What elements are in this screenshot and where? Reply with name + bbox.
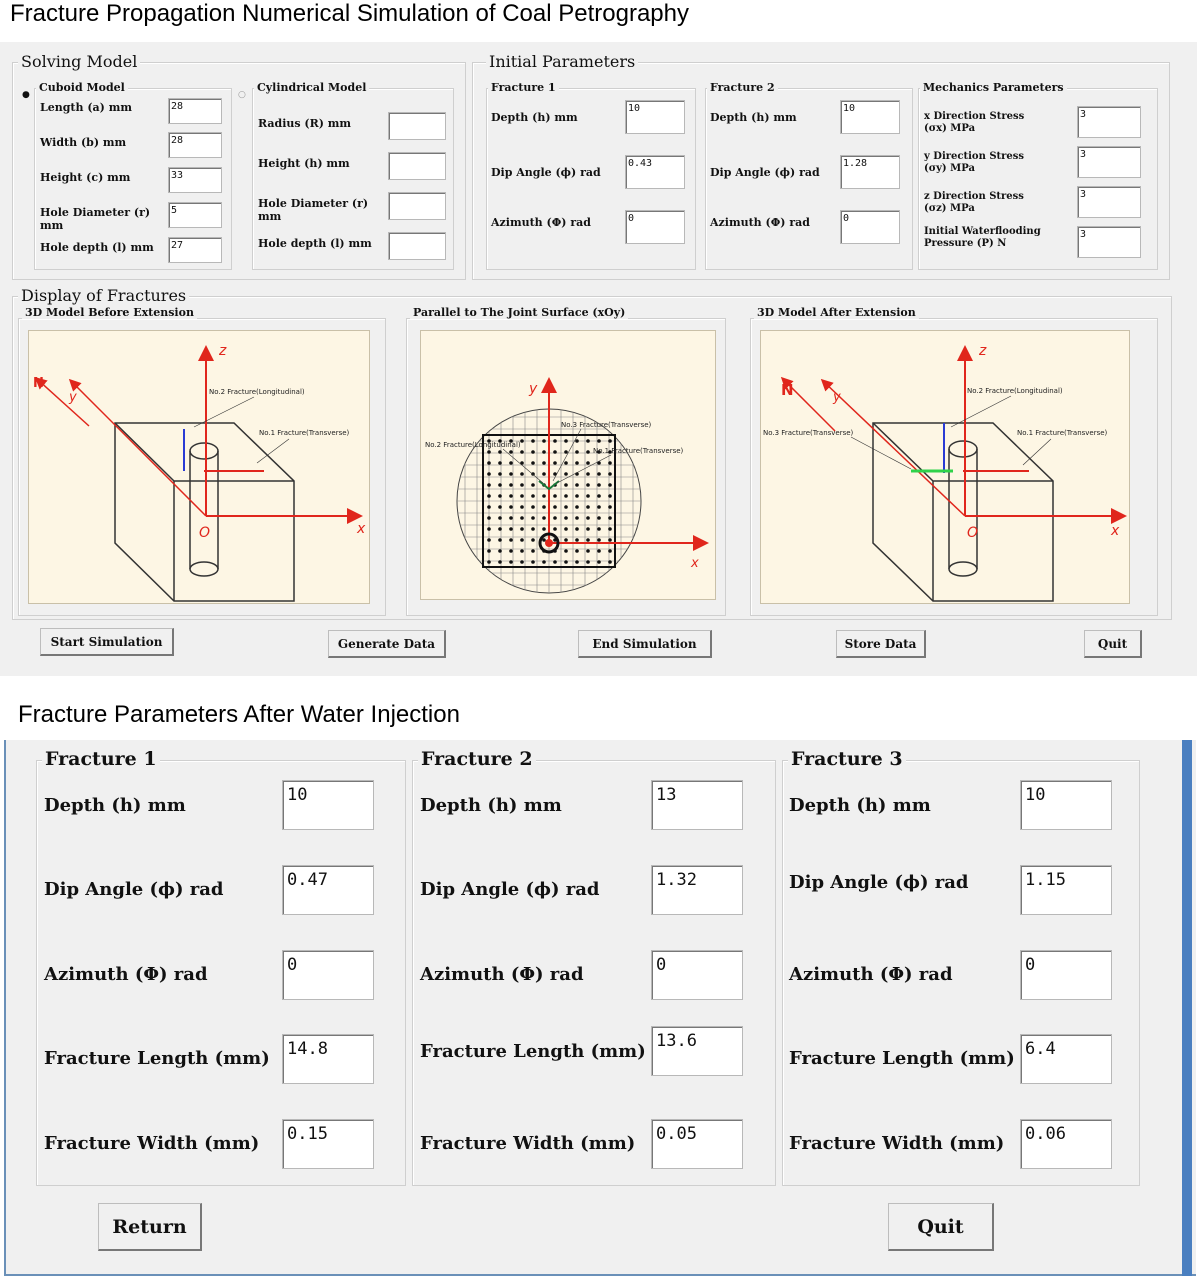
after-f1-width-input[interactable]: 0.15 bbox=[282, 1119, 374, 1169]
after-f3-width-input[interactable]: 0.06 bbox=[1020, 1119, 1112, 1169]
cyl-hole-depth-input[interactable] bbox=[388, 232, 446, 260]
grid-dot bbox=[509, 516, 513, 520]
grid-dot bbox=[542, 560, 546, 564]
grid-dot bbox=[553, 527, 557, 531]
after-f3-width-label: Fracture Width (mm) bbox=[789, 1133, 1005, 1154]
after-injection-window bbox=[4, 740, 1196, 1276]
after-f2-azimuth-input[interactable]: 0 bbox=[651, 950, 743, 1000]
grid-dot bbox=[498, 527, 502, 531]
grid-dot bbox=[531, 505, 535, 509]
grid-dot bbox=[586, 560, 590, 564]
cyl-radius-label: Radius (R) mm bbox=[258, 117, 352, 130]
note-no2-joint: No.2 Fracture(Longitudinal) bbox=[425, 441, 521, 449]
grid-dot bbox=[487, 461, 491, 465]
grid-dot bbox=[586, 538, 590, 542]
grid-dot bbox=[487, 483, 491, 487]
grid-dot bbox=[487, 538, 491, 542]
grid-dot bbox=[520, 560, 524, 564]
grid-dot bbox=[575, 450, 579, 454]
after-f1-azimuth-label: Azimuth (Φ) rad bbox=[44, 964, 208, 985]
grid-dot bbox=[608, 472, 612, 476]
after-f2-depth-label: Depth (h) mm bbox=[420, 795, 562, 816]
mech-y-input[interactable]: 3 bbox=[1077, 146, 1141, 178]
mech-z-input[interactable]: 3 bbox=[1077, 186, 1141, 218]
grid-dot bbox=[498, 461, 502, 465]
after-f3-dip-input[interactable]: 1.15 bbox=[1020, 865, 1112, 915]
grid-dot bbox=[564, 505, 568, 509]
grid-dot bbox=[586, 450, 590, 454]
init-f2-dip-input[interactable]: 1.28 bbox=[840, 155, 900, 189]
axis-n-before bbox=[37, 379, 89, 426]
grid-dot bbox=[564, 439, 568, 443]
grid-dot bbox=[498, 516, 502, 520]
model-after-canvas bbox=[760, 330, 1130, 604]
start-simulation-button[interactable]: Start Simulation bbox=[40, 628, 174, 656]
label-y-before: y bbox=[69, 390, 77, 405]
cuboid-legend: Cuboid Model bbox=[36, 81, 128, 94]
note-no3-leader-after bbox=[851, 437, 911, 469]
grid-dot bbox=[542, 472, 546, 476]
label-n-before: N bbox=[33, 376, 44, 391]
cuboid-width-input[interactable]: 28 bbox=[168, 132, 222, 158]
grid-dot bbox=[509, 483, 513, 487]
grid-dot bbox=[608, 549, 612, 553]
grid-dot bbox=[608, 461, 612, 465]
grid-dot bbox=[608, 494, 612, 498]
grid-dot bbox=[608, 483, 612, 487]
note-no1-leader-before bbox=[257, 439, 289, 463]
grid-dot bbox=[597, 516, 601, 520]
after-f1-length-label: Fracture Length (mm) bbox=[44, 1048, 270, 1069]
cube-after bbox=[873, 423, 1053, 601]
model-before-drawing bbox=[29, 331, 370, 604]
label-x-after: x bbox=[1111, 523, 1120, 539]
label-z-before: z bbox=[219, 343, 227, 359]
cuboid-height-input[interactable]: 33 bbox=[168, 167, 222, 193]
grid-dot bbox=[542, 439, 546, 443]
grid-dot bbox=[575, 505, 579, 509]
cuboid-hole-diameter-input[interactable]: 5 bbox=[168, 202, 222, 228]
after-f3-azimuth-input[interactable]: 0 bbox=[1020, 950, 1112, 1000]
generate-data-button[interactable]: Generate Data bbox=[328, 630, 446, 658]
grid-dot bbox=[608, 560, 612, 564]
grid-dot bbox=[531, 483, 535, 487]
grid-dot bbox=[487, 527, 491, 531]
grid-dot bbox=[608, 439, 612, 443]
grid-dot bbox=[542, 516, 546, 520]
cyl-radius-input[interactable] bbox=[388, 112, 446, 140]
cyl-hole-depth-label: Hole depth (l) mm bbox=[258, 237, 372, 250]
grid-dot bbox=[597, 494, 601, 498]
grid-dot bbox=[575, 527, 579, 531]
after-f2-dip-label: Dip Angle (ϕ) rad bbox=[420, 879, 600, 900]
cuboid-hole-depth-label: Hole depth (l) mm bbox=[40, 241, 154, 254]
solving-model-title: Solving Model bbox=[18, 52, 140, 71]
grid-dot bbox=[586, 549, 590, 553]
grid-dot bbox=[520, 527, 524, 531]
grid-dot bbox=[608, 505, 612, 509]
after-f1-depth-input[interactable]: 10 bbox=[282, 780, 374, 830]
grid-dot bbox=[586, 494, 590, 498]
after-f3-depth-input[interactable]: 10 bbox=[1020, 780, 1112, 830]
grid-dot bbox=[520, 505, 524, 509]
grid-dot bbox=[487, 450, 491, 454]
note-no1-after: No.1 Fracture(Transverse) bbox=[1017, 429, 1108, 437]
after-f1-width-label: Fracture Width (mm) bbox=[44, 1133, 260, 1154]
init-f1-azimuth-input[interactable]: 0 bbox=[625, 210, 685, 244]
after-f2-width-input[interactable]: 0.05 bbox=[651, 1119, 743, 1169]
grid-dot bbox=[487, 549, 491, 553]
grid-dot bbox=[575, 538, 579, 542]
grid-dot bbox=[531, 538, 535, 542]
init-f2-azimuth-label: Azimuth (Φ) rad bbox=[710, 216, 810, 229]
grid-dot bbox=[575, 439, 579, 443]
grid-dot bbox=[509, 538, 513, 542]
grid-dot bbox=[564, 516, 568, 520]
after-f1-azimuth-input[interactable]: 0 bbox=[282, 950, 374, 1000]
grid-dot bbox=[520, 494, 524, 498]
label-y-joint: y bbox=[529, 381, 538, 397]
borehole-core-joint bbox=[545, 539, 553, 547]
grid-dot bbox=[575, 560, 579, 564]
grid-dot bbox=[531, 494, 535, 498]
panel-before-legend: 3D Model Before Extension bbox=[22, 306, 197, 319]
grid-dot bbox=[542, 494, 546, 498]
grid-dot bbox=[520, 439, 524, 443]
grid-dot bbox=[487, 472, 491, 476]
grid-dot bbox=[531, 461, 535, 465]
init-f2-depth-label: Depth (h) mm bbox=[710, 111, 797, 124]
after-f2-length-label: Fracture Length (mm) bbox=[420, 1041, 646, 1062]
init-f1-dip-label: Dip Angle (ϕ) rad bbox=[491, 166, 601, 179]
grid-dot bbox=[498, 549, 502, 553]
grid-dot bbox=[542, 461, 546, 465]
panel-joint-legend: Parallel to The Joint Surface (xOy) bbox=[410, 306, 628, 319]
after-f2-width-label: Fracture Width (mm) bbox=[420, 1133, 636, 1154]
end-simulation-button[interactable]: End Simulation bbox=[578, 630, 712, 658]
grid-dot bbox=[597, 560, 601, 564]
grid-dot bbox=[564, 494, 568, 498]
grid-dot bbox=[553, 450, 557, 454]
grid-dot bbox=[575, 494, 579, 498]
grid-dot bbox=[531, 516, 535, 520]
init-f1-dip-input[interactable]: 0.43 bbox=[625, 155, 685, 189]
grid-dot bbox=[575, 483, 579, 487]
grid-dot bbox=[553, 516, 557, 520]
note-no3-after: No.3 Fracture(Transverse) bbox=[763, 429, 854, 437]
mech-pressure-label: Initial Waterflooding Pressure (P) N bbox=[924, 226, 1041, 249]
grid-dot bbox=[498, 505, 502, 509]
grid-dot bbox=[531, 549, 535, 553]
grid-dot bbox=[597, 472, 601, 476]
grid-dot bbox=[520, 483, 524, 487]
label-x-joint: x bbox=[691, 556, 699, 571]
quit-top-button[interactable]: Quit bbox=[1084, 630, 1142, 658]
grid-dot bbox=[509, 527, 513, 531]
grid-dot bbox=[509, 505, 513, 509]
axis-y-before bbox=[71, 381, 206, 516]
after-f3-dip-label: Dip Angle (ϕ) rad bbox=[789, 872, 969, 893]
cyl-height-label: Height (h) mm bbox=[258, 157, 350, 170]
grid-dot bbox=[498, 483, 502, 487]
grid-dot bbox=[586, 461, 590, 465]
initial-parameters-title: Initial Parameters bbox=[486, 52, 638, 71]
init-f2-depth-input[interactable]: 10 bbox=[840, 100, 900, 134]
grid-dot bbox=[509, 549, 513, 553]
grid-dot bbox=[564, 527, 568, 531]
grid-dot bbox=[531, 560, 535, 564]
grid-dot bbox=[531, 439, 535, 443]
grid-dot bbox=[487, 516, 491, 520]
grid-dot bbox=[498, 472, 502, 476]
grid-dot bbox=[553, 461, 557, 465]
after-f2-length-input[interactable]: 13.6 bbox=[651, 1026, 743, 1076]
grid-dot bbox=[531, 450, 535, 454]
cuboid-length-label: Length (a) mm bbox=[40, 101, 132, 114]
grid-dot bbox=[564, 549, 568, 553]
grid-dot bbox=[586, 505, 590, 509]
cuboid-length-input[interactable]: 28 bbox=[168, 98, 222, 124]
label-o-before: O bbox=[199, 525, 211, 541]
note-no1-leader-joint bbox=[557, 455, 611, 483]
after-f3-length-input[interactable]: 6.4 bbox=[1020, 1034, 1112, 1084]
mech-z-label: z Direction Stress (σz) MPa bbox=[924, 191, 1024, 214]
grid-dot bbox=[586, 439, 590, 443]
grid-dot bbox=[509, 461, 513, 465]
init-f2-dip-label: Dip Angle (ϕ) rad bbox=[710, 166, 820, 179]
grid-dot bbox=[608, 538, 612, 542]
after-f1-length-input[interactable]: 14.8 bbox=[282, 1034, 374, 1084]
after-fracture2-legend: Fracture 2 bbox=[418, 748, 536, 770]
init-fracture1-legend: Fracture 1 bbox=[488, 81, 559, 94]
cuboid-hole-depth-input[interactable]: 27 bbox=[168, 237, 222, 263]
grid-dot bbox=[597, 439, 601, 443]
cuboid-width-label: Width (b) mm bbox=[40, 136, 127, 149]
cyl-hole-diameter-input[interactable] bbox=[388, 192, 446, 220]
after-f3-length-label: Fracture Length (mm) bbox=[789, 1048, 1015, 1069]
note-no1-joint: No.1 Fracture(Transverse) bbox=[593, 447, 684, 455]
grid-dot bbox=[608, 527, 612, 531]
grid-dot bbox=[520, 516, 524, 520]
grid-dot bbox=[586, 472, 590, 476]
mech-pressure-input[interactable]: 3 bbox=[1077, 226, 1141, 258]
init-f1-depth-label: Depth (h) mm bbox=[491, 111, 578, 124]
label-x-before: x bbox=[357, 521, 366, 537]
label-n-after: N bbox=[781, 381, 794, 399]
grid-dot bbox=[509, 472, 513, 476]
simulation-window bbox=[0, 42, 1197, 676]
after-f2-dip-input[interactable]: 1.32 bbox=[651, 865, 743, 915]
after-f1-dip-label: Dip Angle (ϕ) rad bbox=[44, 879, 224, 900]
grid-dot bbox=[520, 450, 524, 454]
grid-dot bbox=[520, 549, 524, 553]
grid-dot bbox=[564, 472, 568, 476]
label-z-after: z bbox=[979, 343, 987, 359]
mech-x-label: x Direction Stress (σx) MPa bbox=[924, 111, 1025, 134]
grid-dot bbox=[542, 450, 546, 454]
grid-dot bbox=[564, 560, 568, 564]
label-y-after: y bbox=[833, 390, 841, 405]
cyl-hole-diameter-label: Hole Diameter (r) mm bbox=[258, 197, 369, 223]
grid-dot bbox=[509, 494, 513, 498]
after-f2-depth-input[interactable]: 13 bbox=[651, 780, 743, 830]
grid-dot bbox=[542, 505, 546, 509]
grid-dot bbox=[564, 450, 568, 454]
mechanics-legend: Mechanics Parameters bbox=[920, 81, 1067, 94]
joint-surface-drawing bbox=[421, 331, 716, 600]
init-f1-depth-input[interactable]: 10 bbox=[625, 100, 685, 134]
cube-before bbox=[115, 423, 294, 601]
window-edge-bar bbox=[1182, 740, 1192, 1276]
grid-dot bbox=[487, 494, 491, 498]
grid-dot bbox=[498, 494, 502, 498]
grid-dot bbox=[520, 472, 524, 476]
grid-dot bbox=[586, 483, 590, 487]
note-no1-before: No.1 Fracture(Transverse) bbox=[259, 429, 350, 437]
cylindrical-legend: Cylindrical Model bbox=[254, 81, 369, 94]
cyl-height-input[interactable] bbox=[388, 152, 446, 180]
grid-dot bbox=[564, 538, 568, 542]
after-f1-depth-label: Depth (h) mm bbox=[44, 795, 186, 816]
quit-bottom-button[interactable]: Quit bbox=[888, 1203, 994, 1251]
grid-dot bbox=[575, 461, 579, 465]
after-fracture3-legend: Fracture 3 bbox=[788, 748, 906, 770]
label-o-after: O bbox=[967, 525, 979, 541]
grid-dot bbox=[586, 527, 590, 531]
grid-dot bbox=[586, 516, 590, 520]
grid-dot bbox=[597, 549, 601, 553]
grid-dot bbox=[509, 560, 513, 564]
cuboid-hole-diameter-label: Hole Diameter (r) mm bbox=[40, 206, 151, 232]
return-button[interactable]: Return bbox=[98, 1203, 202, 1251]
init-f1-azimuth-label: Azimuth (Φ) rad bbox=[491, 216, 591, 229]
note-no2-after: No.2 Fracture(Longitudinal) bbox=[967, 387, 1063, 395]
grid-dot bbox=[509, 450, 513, 454]
grid-dot bbox=[487, 505, 491, 509]
grid-dot bbox=[553, 505, 557, 509]
grid-dot bbox=[597, 538, 601, 542]
grid-dot bbox=[597, 527, 601, 531]
grid-dot bbox=[564, 461, 568, 465]
store-data-button[interactable]: Store Data bbox=[836, 630, 926, 658]
grid-dot bbox=[498, 450, 502, 454]
grid-dot bbox=[564, 483, 568, 487]
grid-dot bbox=[498, 538, 502, 542]
mech-y-label: y Direction Stress (σy) MPa bbox=[924, 151, 1025, 174]
cuboid-radio[interactable]: ● bbox=[22, 90, 30, 100]
grid-dot bbox=[487, 560, 491, 564]
cuboid-height-label: Height (c) mm bbox=[40, 171, 131, 184]
cylindrical-radio[interactable]: ○ bbox=[238, 90, 246, 100]
init-f2-azimuth-input[interactable]: 0 bbox=[840, 210, 900, 244]
grid-dot bbox=[575, 516, 579, 520]
after-f2-azimuth-label: Azimuth (Φ) rad bbox=[420, 964, 584, 985]
grid-dot bbox=[542, 527, 546, 531]
note-no3-joint: No.3 Fracture(Transverse) bbox=[561, 421, 652, 429]
after-f1-dip-input[interactable]: 0.47 bbox=[282, 865, 374, 915]
grid-dot bbox=[520, 538, 524, 542]
init-fracture2-legend: Fracture 2 bbox=[707, 81, 778, 94]
grid-dot bbox=[608, 516, 612, 520]
grid-dot bbox=[498, 560, 502, 564]
grid-dot bbox=[553, 439, 557, 443]
grid-dot bbox=[531, 527, 535, 531]
joint-surface-canvas bbox=[420, 330, 716, 600]
after-f3-depth-label: Depth (h) mm bbox=[789, 795, 931, 816]
top-window-title: Fracture Propagation Numerical Simulation of Coal Petrography bbox=[10, 0, 689, 27]
grid-dot bbox=[597, 505, 601, 509]
after-f3-azimuth-label: Azimuth (Φ) rad bbox=[789, 964, 953, 985]
bottom-window-title: Fracture Parameters After Water Injection bbox=[18, 701, 460, 728]
display-title: Display of Fractures bbox=[18, 286, 189, 305]
after-fracture1-legend: Fracture 1 bbox=[42, 748, 160, 770]
mech-x-input[interactable]: 3 bbox=[1077, 106, 1141, 138]
panel-after-legend: 3D Model After Extension bbox=[754, 306, 919, 319]
note-no1-leader-after bbox=[1023, 439, 1051, 465]
model-after-drawing bbox=[761, 331, 1130, 604]
note-no2-before: No.2 Fracture(Longitudinal) bbox=[209, 388, 305, 396]
grid-dot bbox=[553, 494, 557, 498]
model-before-canvas bbox=[28, 330, 370, 604]
grid-dot bbox=[575, 549, 579, 553]
grid-dot bbox=[553, 560, 557, 564]
grid-dot bbox=[597, 483, 601, 487]
